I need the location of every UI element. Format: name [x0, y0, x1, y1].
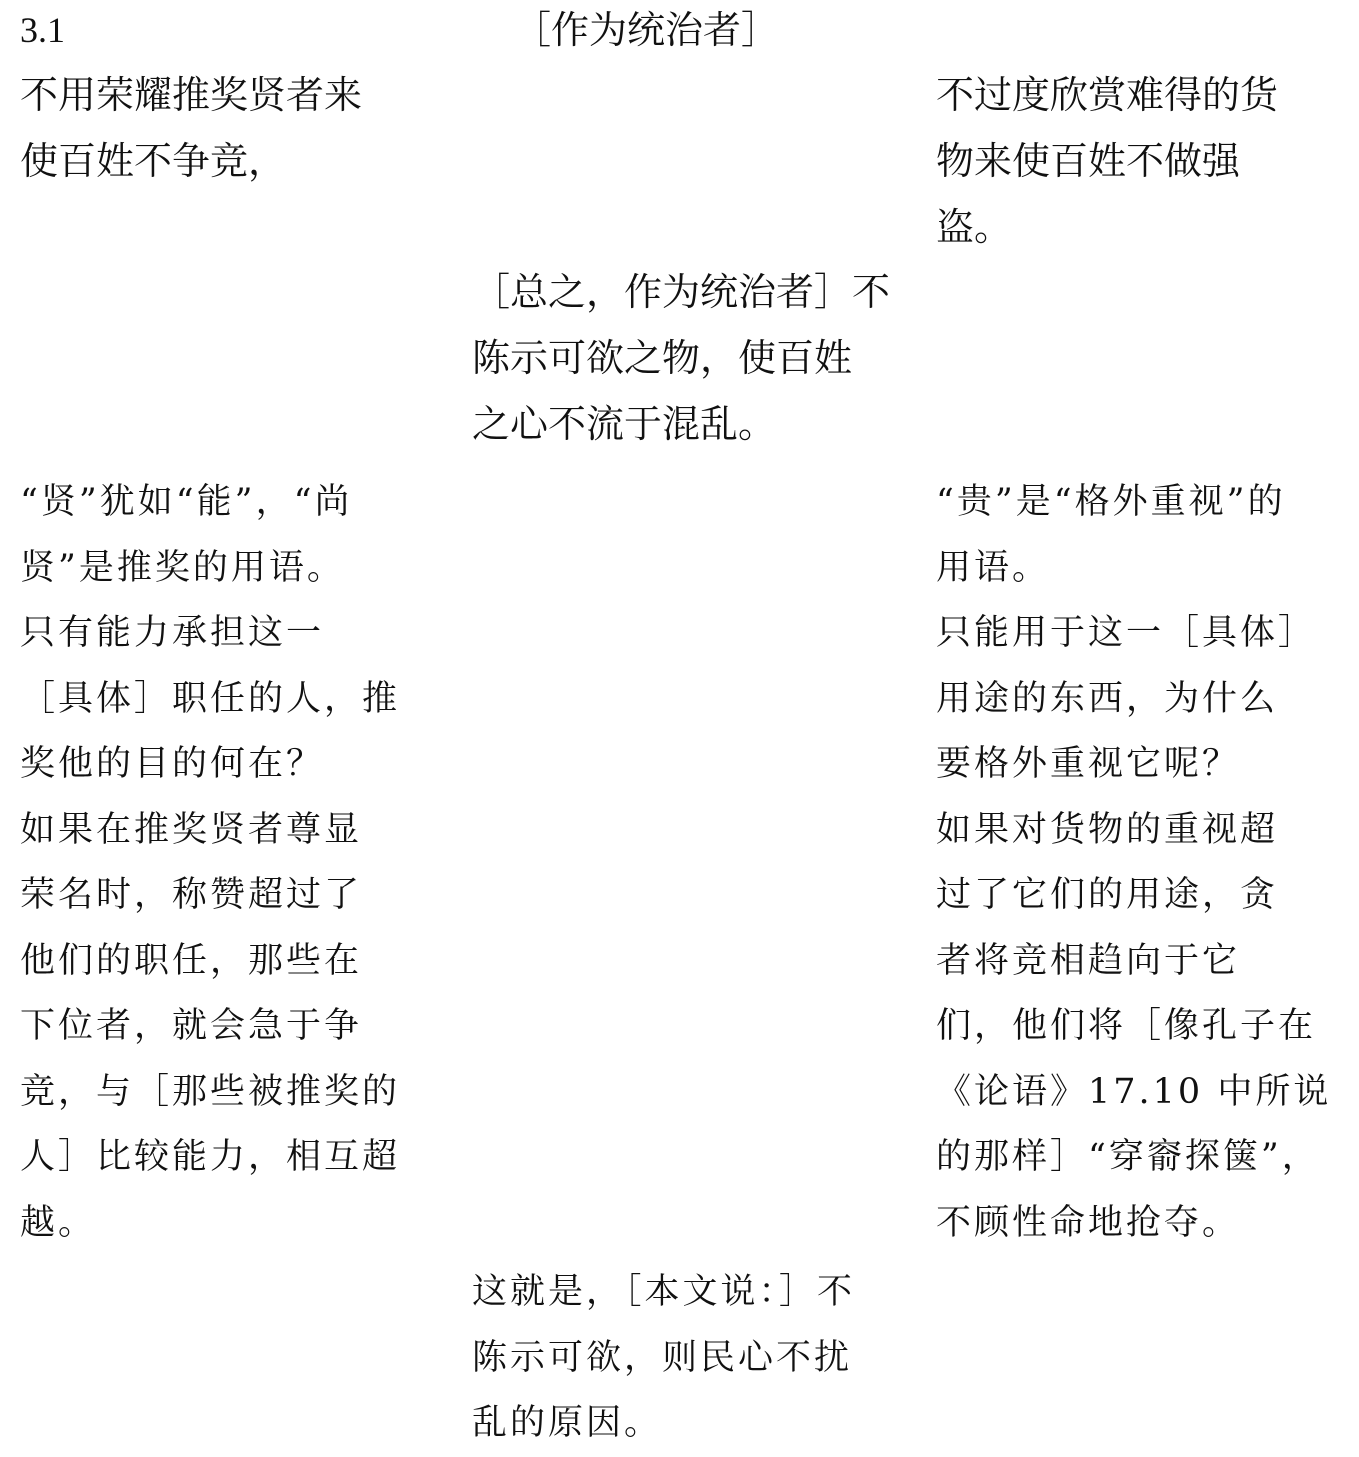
- left-main-text: 不用荣耀推奖贤者来 使百姓不争竞，: [20, 73, 363, 183]
- right-commentary: “贵”是“格外重视”的 用语。 只能用于这一［具体］ 用途的东西，为什么 要格外重视它呢？ 如果对货物的重视超 过了它们的用途，贪 者将竞相趋向于它 们，他们将［像孔子在 《论语》17.10 中所说 的那样］“穿窬探箧”， 不顾性命地抢夺。: [936, 482, 1332, 1243]
- heading: ［作为统治者］: [513, 8, 780, 52]
- left-commentary: “贤”犹如“能”，“尚 贤”是推奖的用语。 只有能力承担这一 ［具体］职任的人，推 奖他的目的何在？ 如果在推奖贤者尊显 荣名时，称赞超过了 他们的职任，那些在 下位者，就会急于争 竞，与［那些被推奖的 人］比较能力，相互超 越。: [20, 482, 401, 1243]
- right-main-text: 不过度欣赏难得的货 物来使百姓不做强 盗。: [936, 73, 1279, 249]
- middle-summary-text: ［总之，作为统治者］不 陈示可欲之物，使百姓 之心不流于混乱。: [472, 270, 891, 446]
- middle-conclusion: 这就是，［本文说：］不 陈示可欲，则民心不扰 乱的原因。: [472, 1272, 856, 1443]
- section-number: 3.1: [20, 10, 65, 50]
